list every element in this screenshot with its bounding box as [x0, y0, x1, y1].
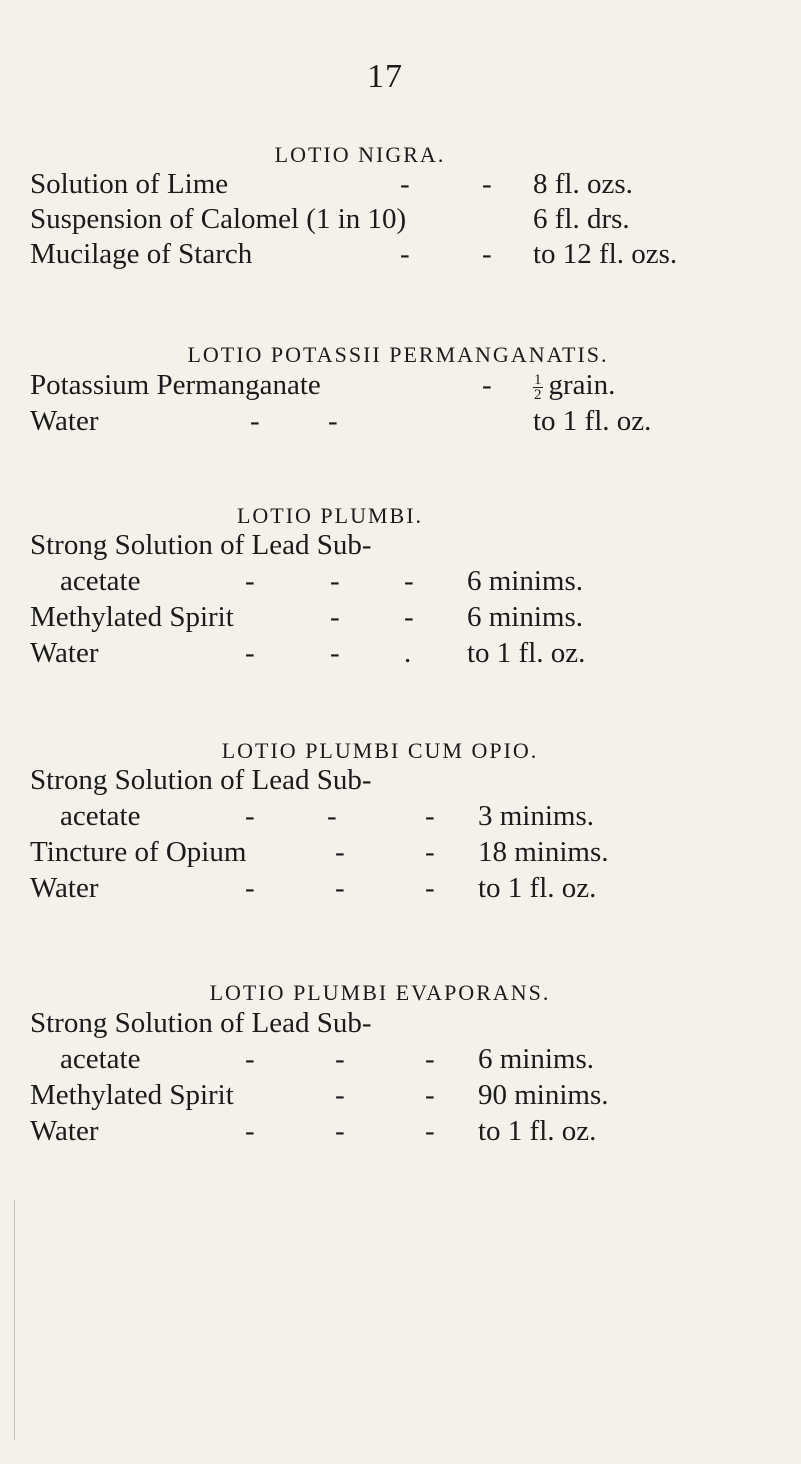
dash-leader: - — [327, 800, 337, 832]
dash-leader: - — [335, 1115, 345, 1147]
ingredient-label: Methylated Spirit — [30, 601, 234, 633]
dash-leader: - — [335, 872, 345, 904]
section-title-lotio-potassii-permanganatis: LOTIO POTASSII PERMANGANATIS. — [187, 342, 609, 367]
dash-leader: - — [425, 1079, 435, 1111]
section-title-lotio-nigra: LOTIO NIGRA. — [274, 142, 446, 167]
dash-leader: - — [245, 565, 255, 597]
quantity-value: 6 fl. drs. — [533, 203, 630, 235]
quantity-value: $\frac{1}{2}$ grain. — [534, 369, 616, 403]
dash-leader: - — [404, 565, 414, 597]
dash-leader: - — [482, 168, 492, 200]
quantity-value: to 1 fl. oz. — [478, 1115, 597, 1147]
quantity-value: 6 minims. — [467, 601, 584, 633]
quantity-value: 3 minims. — [478, 800, 595, 832]
dash-leader: - — [335, 1079, 345, 1111]
dash-leader: - — [400, 168, 410, 200]
ingredient-label: Mucilage of Starch — [30, 238, 253, 270]
ingredient-label: Strong Solution of Lead Sub- — [30, 529, 372, 561]
dash-leader: - — [335, 836, 345, 868]
ingredient-label: Solution of Lime — [30, 168, 229, 200]
dash-leader: - — [425, 836, 435, 868]
section-title-lotio-plumbi-cum-opio: LOTIO PLUMBI CUM OPIO. — [221, 738, 539, 763]
quantity-value: 6 minims. — [478, 1043, 595, 1075]
dash-leader: - — [330, 601, 340, 633]
dash-leader: - — [425, 1115, 435, 1147]
dash-leader: - — [245, 800, 255, 832]
ingredient-label: Strong Solution of Lead Sub- — [30, 764, 372, 796]
quantity-value: to 1 fl. oz. — [533, 405, 652, 437]
ingredient-label: Water — [30, 872, 99, 904]
dash-leader: - — [482, 369, 492, 401]
ingredient-label: Water — [30, 637, 99, 669]
quantity-value: 6 minims. — [467, 565, 584, 597]
dash-leader: - — [482, 238, 492, 270]
dash-leader: - — [330, 565, 340, 597]
dash-leader: . — [404, 637, 412, 669]
ingredient-label: Tincture of Opium — [30, 836, 247, 868]
ingredient-label: Potassium Permanganate — [30, 369, 321, 401]
dash-leader: - — [335, 1043, 345, 1075]
dash-leader: - — [250, 405, 260, 437]
quantity-value: 90 minims. — [478, 1079, 609, 1111]
dash-leader: - — [328, 405, 338, 437]
page-number: 17 — [367, 58, 403, 95]
fraction: $\frac{1}{2}$ — [534, 371, 542, 403]
dash-leader: - — [425, 872, 435, 904]
dash-leader: - — [400, 238, 410, 270]
ingredient-label: Suspension of Calomel (1 in 10) — [30, 203, 407, 235]
ingredient-label: Methylated Spirit — [30, 1079, 234, 1111]
dash-leader: - — [425, 800, 435, 832]
ingredient-label: Water — [30, 1115, 99, 1147]
quantity-value: to 1 fl. oz. — [478, 872, 597, 904]
section-title-lotio-plumbi: LOTIO PLUMBI. — [236, 503, 424, 528]
ingredient-label: Strong Solution of Lead Sub- — [30, 1007, 372, 1039]
page-edge-line — [14, 1200, 15, 1440]
dash-leader: - — [245, 1115, 255, 1147]
ingredient-label: acetate — [60, 1043, 141, 1075]
dash-leader: - — [245, 637, 255, 669]
dash-leader: - — [245, 872, 255, 904]
dash-leader: - — [330, 637, 340, 669]
quantity-value: 8 fl. ozs. — [533, 168, 633, 200]
dash-leader: - — [404, 601, 414, 633]
ingredient-label: acetate — [60, 565, 141, 597]
ingredient-label: acetate — [60, 800, 141, 832]
quantity-value: to 1 fl. oz. — [467, 637, 586, 669]
quantity-value: 18 minims. — [478, 836, 609, 868]
quantity-value: to 12 fl. ozs. — [533, 238, 678, 270]
dash-leader: - — [245, 1043, 255, 1075]
section-title-lotio-plumbi-evaporans: LOTIO PLUMBI EVAPORANS. — [209, 980, 551, 1005]
dash-leader: - — [425, 1043, 435, 1075]
ingredient-label: Water — [30, 405, 99, 437]
